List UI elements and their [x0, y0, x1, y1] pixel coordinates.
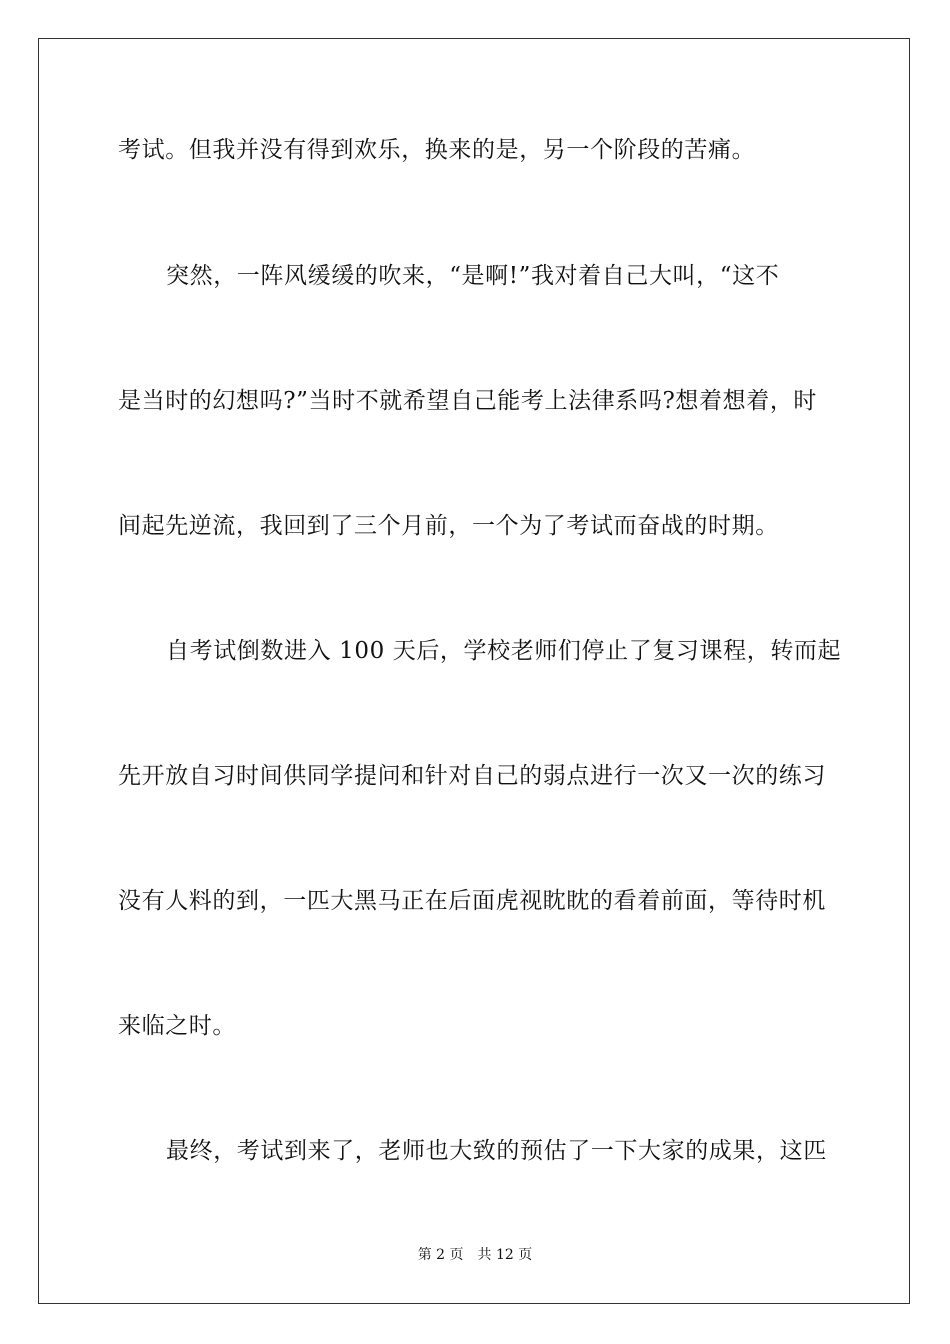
page-footer: [0, 1246, 950, 1264]
text-line: 没有人料的到，一匹大黑马正在后面虎视眈眈的看着前面，等待时机: [118, 888, 826, 914]
text-line: 先开放自习时间供同学提问和针对自己的弱点进行一次又一次的练习: [118, 763, 826, 789]
text-line: 突然，一阵风缓缓的吹来，“是啊!”我对着自己大叫，“这不: [166, 263, 780, 289]
page-total: 共 12 页: [477, 1247, 533, 1263]
text-line: 间起先逆流，我回到了三个月前，一个为了考试而奋战的时期。: [118, 513, 779, 539]
page-number: 第 2 页: [417, 1247, 464, 1263]
text-line: 是当时的幻想吗?”当时不就希望自己能考上法律系吗?想着想着，时: [118, 388, 818, 414]
text-line: 自考试倒数进入 100 天后，学校老师们停止了复习课程，转而起: [166, 638, 842, 664]
text-line: 考试。但我并没有得到欢乐，换来的是，另一个阶段的苦痛。: [118, 137, 756, 163]
page-frame: [38, 38, 910, 1304]
text-line: 最终，考试到来了，老师也大致的预估了一下大家的成果，这匹: [166, 1138, 827, 1164]
text-line: 来临之时。: [118, 1013, 236, 1039]
